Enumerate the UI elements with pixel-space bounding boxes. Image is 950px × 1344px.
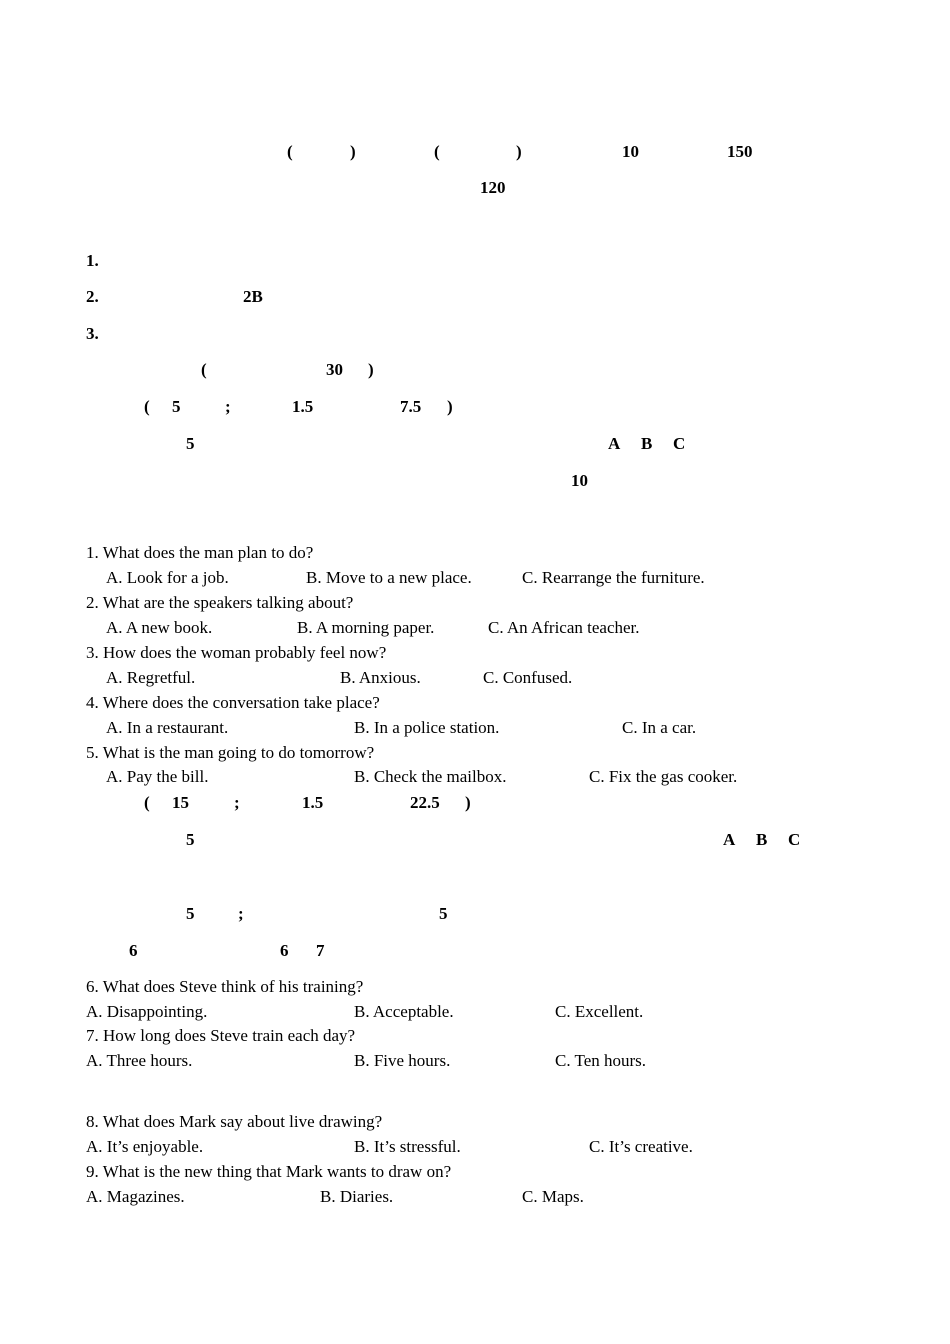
header-paren-open-2: (	[434, 142, 440, 161]
section-paren-close: )	[368, 360, 374, 379]
material-6-q6: 6	[280, 941, 289, 960]
question-9-option-a: A. Magazines.	[86, 1187, 185, 1206]
note-2-pencil: 2B	[243, 287, 263, 306]
question-4-option-c: C. In a car.	[622, 718, 697, 737]
question-4-text: 4. Where does the conversation take place?	[86, 693, 380, 712]
question-1-option-b: B. Move to a new place.	[306, 568, 472, 587]
material-6-label: 6	[129, 941, 138, 960]
part2-dir2-semicolon: ;	[238, 904, 244, 923]
part2-paren-open: (	[144, 793, 150, 812]
part1-dir-option-a: A	[608, 434, 621, 453]
header-total-score: 150	[727, 142, 753, 161]
part2-points-each: 1.5	[302, 793, 324, 812]
header-paren-close-2: )	[516, 142, 522, 161]
question-6-option-b: B. Acceptable.	[354, 1002, 454, 1021]
part1-points-total: 7.5	[400, 397, 422, 416]
part1-points-each: 1.5	[292, 397, 314, 416]
part1-dir-option-c: C	[673, 434, 686, 453]
part2-dir2-seconds: 5	[186, 904, 195, 923]
question-9-option-b: B. Diaries.	[320, 1187, 394, 1206]
material-6-q7: 7	[316, 941, 325, 960]
question-7-option-a: A. Three hours.	[86, 1051, 193, 1070]
part2-dir-option-b: B	[756, 830, 768, 849]
part2-dir-count: 5	[186, 830, 195, 849]
question-7-option-c: C. Ten hours.	[555, 1051, 647, 1070]
section-score: 30	[326, 360, 343, 379]
question-6-option-c: C. Excellent.	[555, 1002, 644, 1021]
question-1-option-a: A. Look for a job.	[106, 568, 229, 587]
section-paren-open: (	[201, 360, 207, 379]
question-3-option-a: A. Regretful.	[106, 668, 196, 687]
part2-dir2-seconds-2: 5	[439, 904, 448, 923]
header-paren-open-1: (	[287, 142, 293, 161]
part2-points-total: 22.5	[410, 793, 440, 812]
part2-paren-close: )	[465, 793, 471, 812]
note-2: 2.	[86, 287, 99, 306]
question-8-option-a: A. It’s enjoyable.	[86, 1137, 204, 1156]
part1-question-count: 5	[172, 397, 181, 416]
question-9-text: 9. What is the new thing that Mark wants to draw on?	[86, 1162, 452, 1181]
question-2-text: 2. What are the speakers talking about?	[86, 593, 354, 612]
question-7-option-b: B. Five hours.	[354, 1051, 451, 1070]
note-3: 3.	[86, 324, 99, 343]
question-3-option-c: C. Confused.	[483, 668, 573, 687]
question-6-text: 6. What does Steve think of his training?	[86, 977, 364, 996]
question-8-option-b: B. It’s stressful.	[354, 1137, 461, 1156]
question-4-option-a: A. In a restaurant.	[106, 718, 229, 737]
question-4-option-b: B. In a police station.	[354, 718, 500, 737]
part1-dir-seconds: 10	[571, 471, 588, 490]
part1-paren-close: )	[447, 397, 453, 416]
question-5-option-a: A. Pay the bill.	[106, 767, 209, 786]
question-1-option-c: C. Rearrange the furniture.	[522, 568, 705, 587]
question-2-option-c: C. An African teacher.	[488, 618, 640, 637]
question-8-option-c: C. It’s creative.	[589, 1137, 693, 1156]
question-7-text: 7. How long does Steve train each day?	[86, 1026, 356, 1045]
question-3-option-b: B. Anxious.	[340, 668, 421, 687]
part1-dir-option-b: B	[641, 434, 653, 453]
question-2-option-a: A. A new book.	[106, 618, 213, 637]
header-duration: 120	[480, 178, 506, 197]
part1-dir-count: 5	[186, 434, 195, 453]
part1-semicolon: ;	[225, 397, 231, 416]
header-count: 10	[622, 142, 639, 161]
question-9-option-c: C. Maps.	[522, 1187, 584, 1206]
question-3-text: 3. How does the woman probably feel now?	[86, 643, 387, 662]
part2-question-count: 15	[172, 793, 189, 812]
question-8-text: 8. What does Mark say about live drawing?	[86, 1112, 383, 1131]
question-5-text: 5. What is the man going to do tomorrow?	[86, 743, 375, 762]
part2-dir-option-a: A	[723, 830, 736, 849]
question-1-text: 1. What does the man plan to do?	[86, 543, 314, 562]
part1-paren-open: (	[144, 397, 150, 416]
question-5-option-c: C. Fix the gas cooker.	[589, 767, 738, 786]
part2-dir-option-c: C	[788, 830, 801, 849]
question-2-option-b: B. A morning paper.	[297, 618, 435, 637]
question-5-option-b: B. Check the mailbox.	[354, 767, 507, 786]
question-6-option-a: A. Disappointing.	[86, 1002, 208, 1021]
note-1: 1.	[86, 251, 99, 270]
header-paren-close-1: )	[350, 142, 356, 161]
part2-semicolon: ;	[234, 793, 240, 812]
